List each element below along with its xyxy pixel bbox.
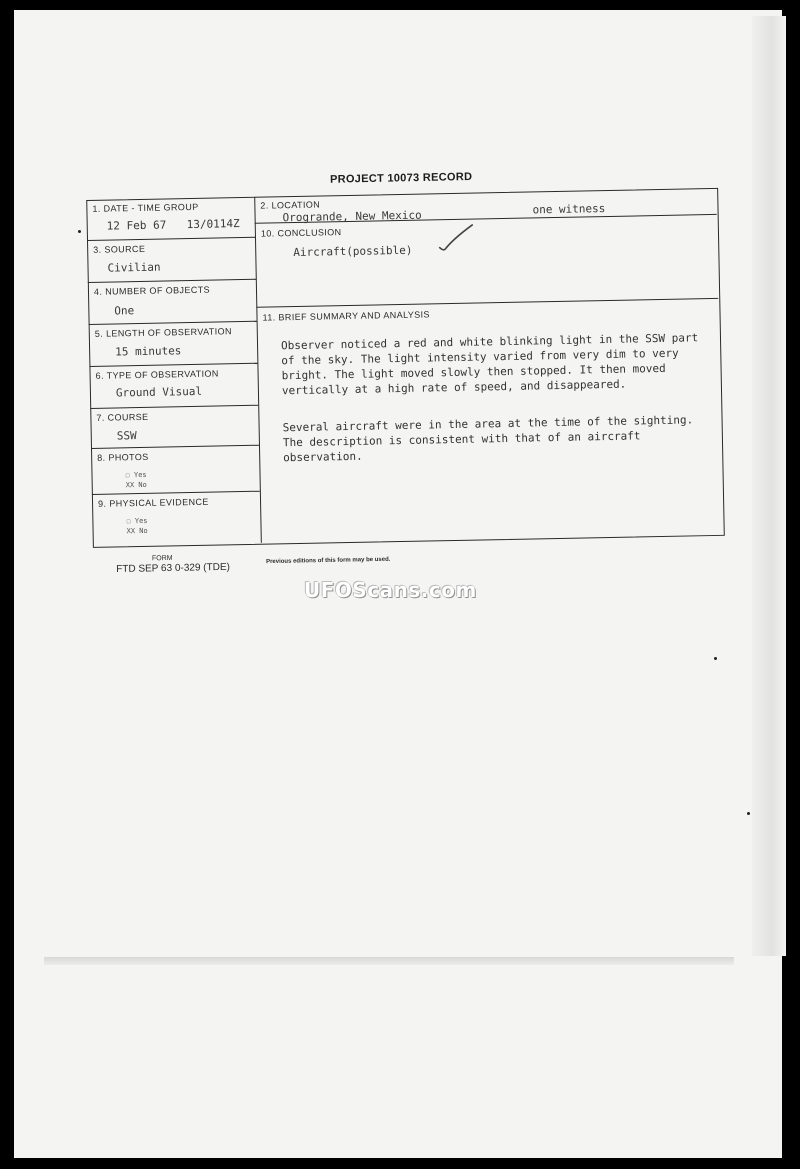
summary-paragraph-2: Several aircraft were in the area at the time of the sighting. The description is consistent with that of an aircraft observation. xyxy=(282,413,694,465)
source-value: Civilian xyxy=(107,260,161,275)
summary-paragraph-1: Observer noticed a red and white blinking light in the SSW part of the sky. The light intensity varied from very dim to very bright. The light moved slowly then stopped. It then moved vertically at a high rate of speed, and disappeared. xyxy=(280,331,699,398)
photos-yes: ☐ Yes xyxy=(125,470,147,480)
date-time-label: 1. DATE - TIME GROUP xyxy=(92,201,199,214)
watermark: UFOScans.com xyxy=(304,578,477,602)
speck xyxy=(78,230,81,233)
evidence-yes: ☐ Yes xyxy=(126,516,148,526)
length-label: 5. LENGTH OF OBSERVATION xyxy=(94,326,232,339)
time-value: 13/0114Z xyxy=(186,217,240,232)
photos-no: XX No xyxy=(125,480,147,490)
speck xyxy=(747,812,750,815)
course-value: SSW xyxy=(116,429,137,443)
objects-label: 4. NUMBER OF OBJECTS xyxy=(93,284,211,297)
conclusion-value: Aircraft(possible) xyxy=(293,243,413,260)
photos-label: 8. PHOTOS xyxy=(97,451,149,463)
form-id: FTD SEP 63 0-329 (TDE) xyxy=(116,561,231,575)
conclusion-label: 10. CONCLUSION xyxy=(260,227,342,239)
date-value: 12 Feb 67 xyxy=(106,218,167,233)
location-value: Orogrande, New Mexico xyxy=(282,208,422,225)
source-label: 3. SOURCE xyxy=(93,243,146,255)
speck xyxy=(714,657,717,660)
observation-type-value: Ground Visual xyxy=(115,384,203,400)
witness-note: one witness xyxy=(532,202,606,217)
page-edge xyxy=(752,16,786,956)
evidence-no: XX No xyxy=(126,526,148,536)
length-value: 15 minutes xyxy=(115,344,182,359)
observation-type-label: 6. TYPE OF OBSERVATION xyxy=(95,368,219,381)
form-word: FORM xyxy=(151,554,173,563)
fold-shadow xyxy=(44,957,734,965)
project-record-form xyxy=(86,176,723,558)
objects-value: One xyxy=(114,304,135,318)
checkmark-icon xyxy=(435,220,486,265)
summary-label: 11. BRIEF SUMMARY AND ANALYSIS xyxy=(262,309,430,323)
course-label: 7. COURSE xyxy=(96,411,149,423)
physical-evidence-label: 9. PHYSICAL EVIDENCE xyxy=(97,496,209,509)
record-title: PROJECT 10073 RECORD xyxy=(329,170,473,186)
location-label: 2. LOCATION xyxy=(260,199,321,211)
previous-editions-note: Previous editions of this form may be used. xyxy=(266,556,391,566)
